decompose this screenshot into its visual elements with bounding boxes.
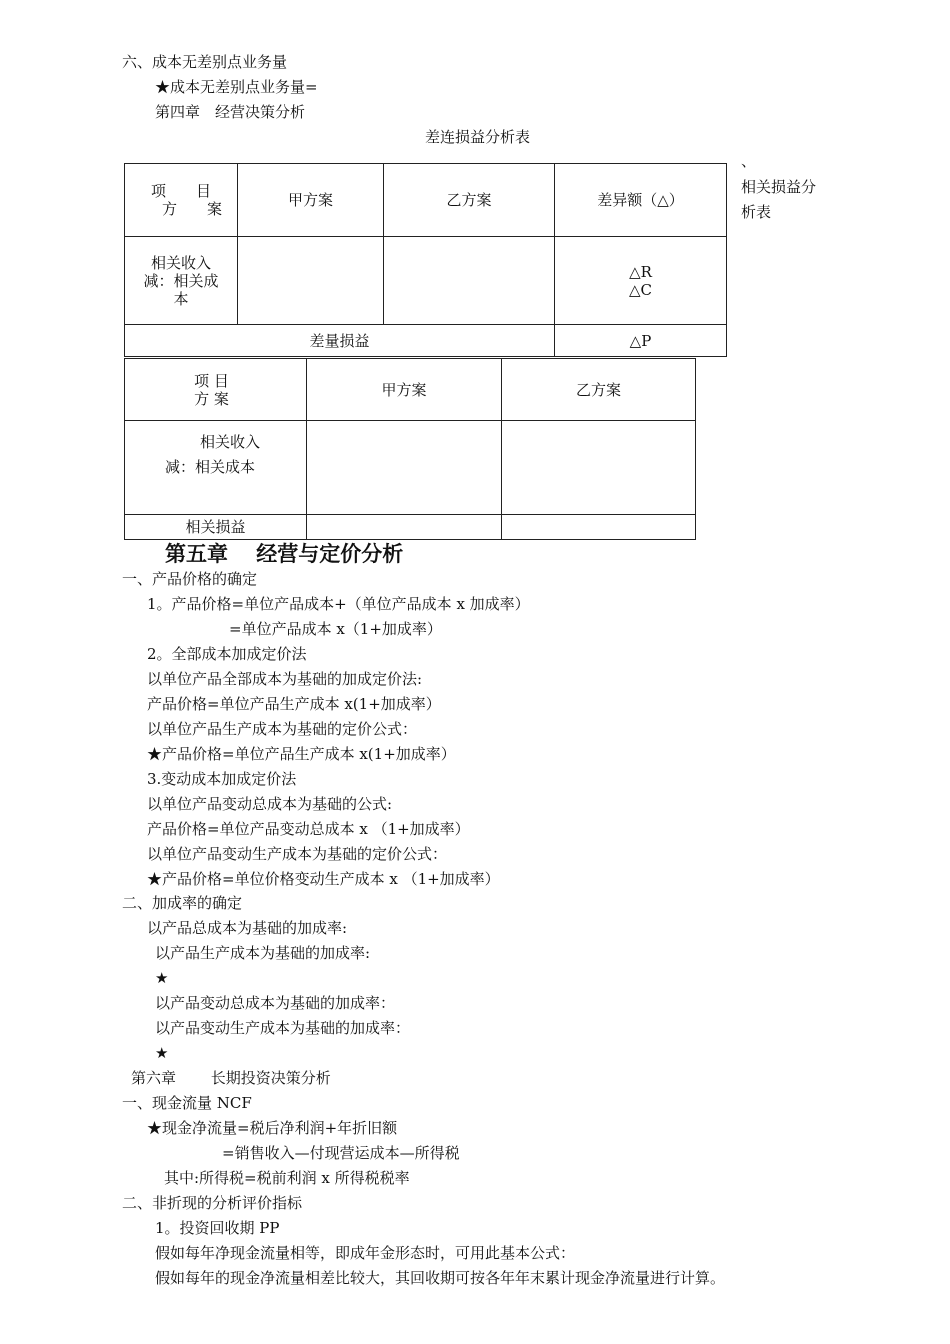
- star-marker: ★: [155, 1044, 169, 1062]
- text-line: 以产品变动总成本为基础的加成率：: [155, 994, 396, 1012]
- chapter-heading: 第四章 经营决策分析: [155, 103, 306, 121]
- footer-plan-a: [307, 515, 502, 540]
- footer-label: 差量损益: [125, 325, 555, 357]
- text-line: 2。全部成本加成定价法: [147, 645, 307, 663]
- row-income-label: 相关收入: [150, 253, 211, 272]
- plan-a-cell: [307, 421, 502, 515]
- text-line: ★产品价格=单位价格变动生产成本 x （1+加成率）: [147, 870, 500, 888]
- footer-value: △P: [555, 325, 727, 357]
- text-line: 产品价格=单位产品生产成本 x(1+加成率）: [147, 695, 441, 713]
- row-cost-label: 减：相关成: [143, 271, 219, 290]
- delta-r: △R: [629, 262, 652, 281]
- text-line: 假如每年的现金净流量相差比较大，其回收期可按各年年末累计现金净流量进行计算。: [155, 1269, 726, 1287]
- plan-b-cell: [502, 421, 696, 515]
- text-line: 以单位产品变动总成本为基础的公式:: [147, 795, 393, 813]
- header-item-cell: [125, 164, 238, 237]
- header-item-bottom: 方 案: [161, 200, 222, 218]
- header-item-bottom: 方 案: [194, 389, 229, 408]
- text-line: ★产品价格=单位产品生产成本 x(1+加成率）: [147, 745, 456, 763]
- section-heading: 一、产品价格的确定: [122, 570, 258, 588]
- table-caption: 差连损益分析表: [425, 128, 531, 146]
- text-line: 假如每年净现金流量相等，即成年金形态时，可用此基本公式：: [155, 1244, 576, 1262]
- footer-plan-b: [502, 515, 696, 540]
- text-line: =单位产品成本 x（1+加成率）: [229, 620, 442, 638]
- formula-line: ★成本无差别点业务量=: [155, 78, 318, 96]
- text-line: 1。产品价格=单位产品成本+（单位产品成本 x 加成率）: [147, 595, 530, 613]
- relevant-profit-table: [124, 358, 696, 540]
- text-line: 以单位产品全部成本为基础的加成定价法:: [147, 670, 423, 688]
- text-line: 3.变动成本加成定价法: [147, 770, 297, 788]
- side-mark: 、: [741, 152, 757, 170]
- delta-c: △C: [628, 280, 652, 299]
- plan-b-cell: [384, 237, 555, 325]
- header-item-top: 项 目: [194, 371, 229, 390]
- chapter-heading: 第五章 经营与定价分析: [165, 542, 404, 566]
- section-heading: 二、非折现的分析评价指标: [122, 1194, 303, 1212]
- footer-label: 相关损益: [125, 515, 307, 540]
- header-plan-a: 甲方案: [238, 164, 384, 237]
- row-cost-label: 减：相关成本: [165, 458, 256, 476]
- row-label-cell: [125, 237, 238, 325]
- side-label-cont: 析表: [741, 203, 772, 221]
- header-item-top: 项 目: [150, 182, 211, 200]
- header-difference: 差异额（△）: [555, 164, 727, 237]
- difference-cell: [555, 237, 727, 325]
- text-line: 以单位产品变动生产成本为基础的定价公式：: [147, 845, 448, 863]
- text-line: 以单位产品生产成本为基础的定价公式：: [147, 720, 418, 738]
- row-income-label: 相关收入: [200, 433, 261, 451]
- text-line: =销售收入—付现营运成本—所得税: [222, 1144, 460, 1162]
- text-line: 产品价格=单位产品变动总成本 x （1+加成率）: [147, 820, 470, 838]
- text-line: 以产品变动生产成本为基础的加成率：: [155, 1019, 411, 1037]
- header-plan-b: 乙方案: [384, 164, 555, 237]
- header-plan-b: 乙方案: [502, 359, 696, 421]
- star-marker: ★: [155, 969, 169, 987]
- side-label: 相关损益分: [741, 178, 817, 196]
- text-line: 以产品生产成本为基础的加成率:: [155, 944, 371, 962]
- section-heading: 六、成本无差别点业务量: [122, 53, 288, 71]
- row-cost-label-cont: 本: [173, 289, 189, 308]
- text-line: ★现金净流量=税后净利润+年折旧额: [147, 1119, 398, 1137]
- text-line: 其中:所得税=税前利润 x 所得税税率: [164, 1169, 410, 1187]
- text-line: 以产品总成本为基础的加成率:: [147, 919, 348, 937]
- header-item-cell: [125, 359, 307, 421]
- plan-a-cell: [238, 237, 384, 325]
- section-heading: 二、加成率的确定: [122, 894, 243, 912]
- text-line: 1。投资回收期 PP: [155, 1219, 280, 1237]
- differential-profit-table: [124, 163, 727, 357]
- chapter-heading: 第六章 长期投资决策分析: [131, 1069, 331, 1087]
- row-label-cell: [125, 421, 307, 515]
- header-plan-a: 甲方案: [307, 359, 502, 421]
- section-heading: 一、现金流量 NCF: [122, 1094, 252, 1112]
